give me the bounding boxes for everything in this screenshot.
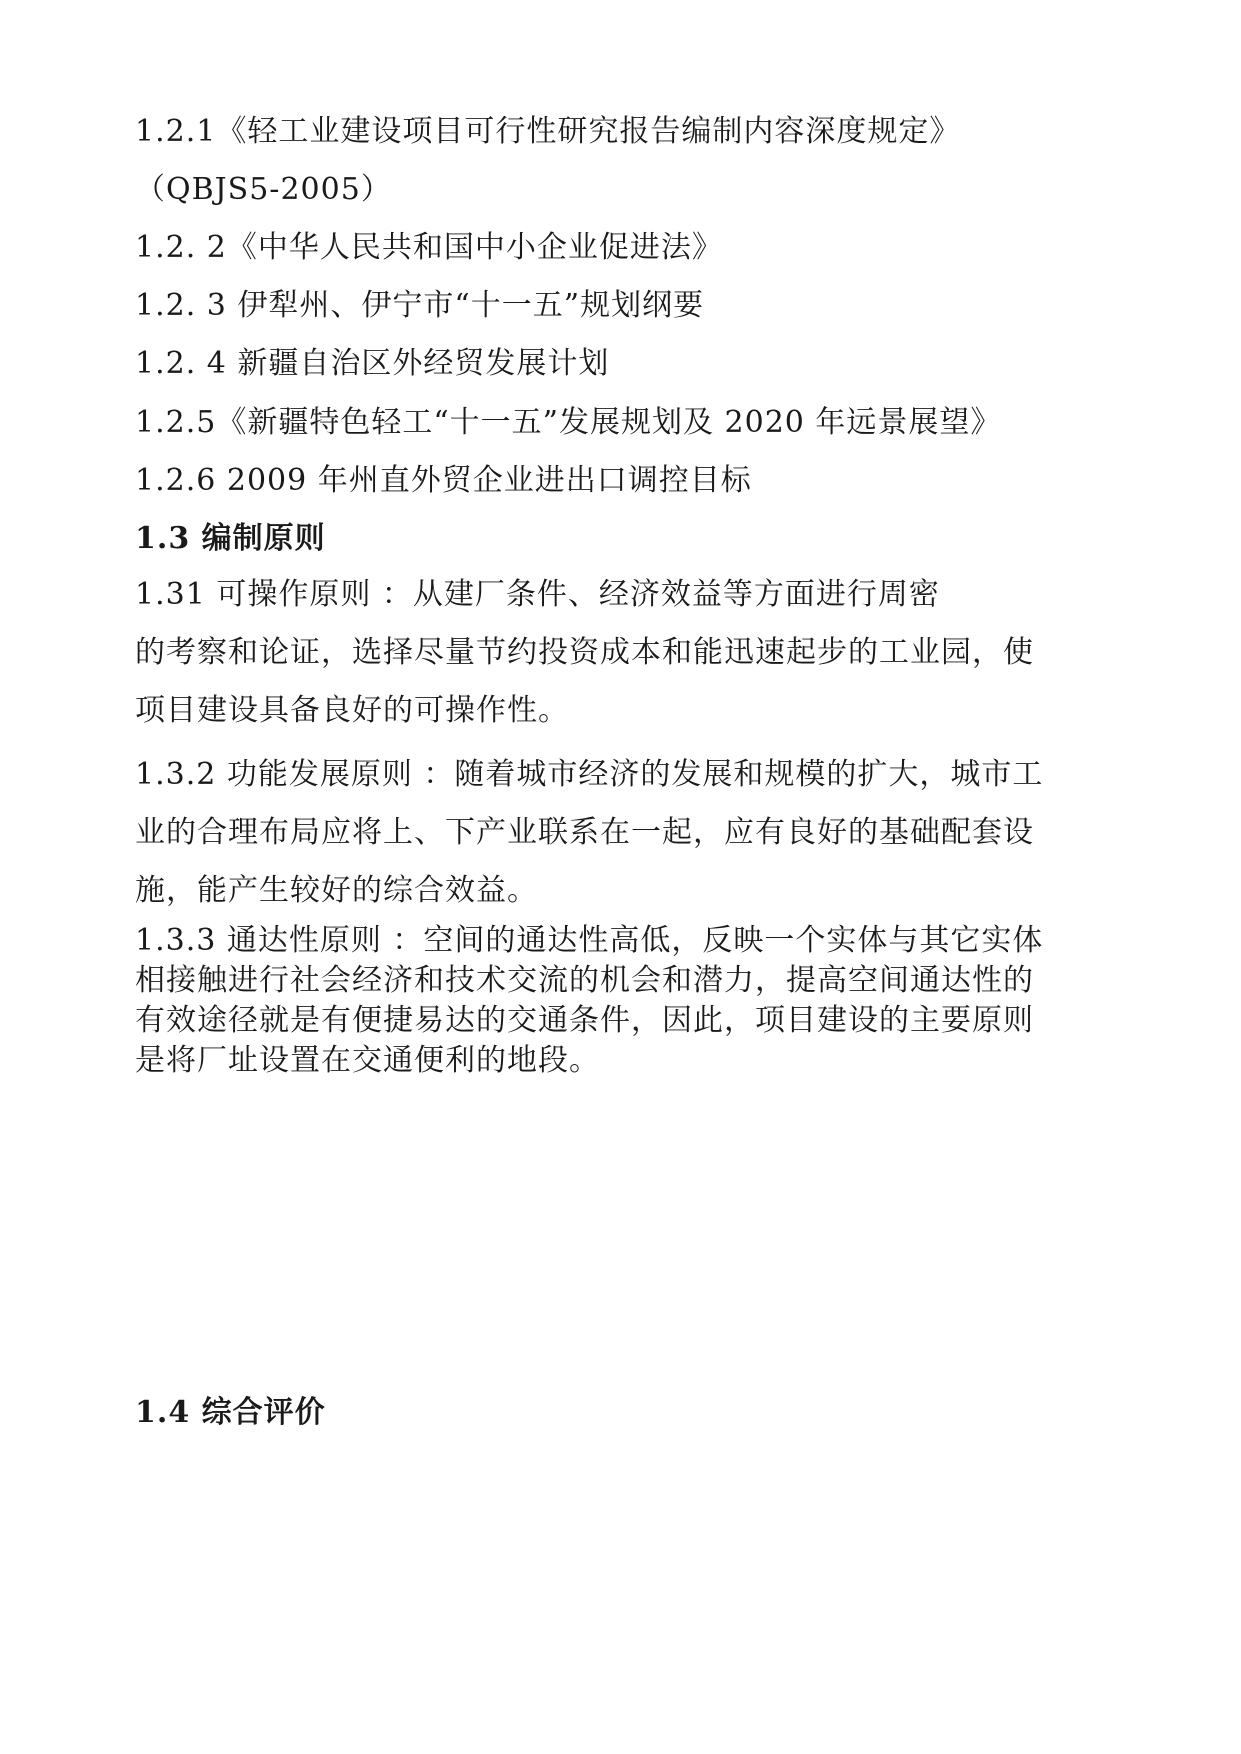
paragraph-line: 1.31 可操作原则 ：从建厂条件、经济效益等方面进行周密 (135, 577, 940, 612)
paragraph-line: 是将厂址设置在交通便利的地段。 (135, 1043, 600, 1078)
paragraph-line: 项目建设具备良好的可操作性。 (135, 693, 569, 728)
reference-item-1-2-2: 1.2. 2《中华人民共和国中小企业促进法》 (135, 230, 723, 265)
reference-item-1-2-4: 1.2. 4 新疆自治区外经贸发展计划 (135, 346, 610, 381)
reference-item-1-2-1-code: （QBJS5-2005） (135, 172, 392, 207)
section-heading-1-4: 1.4 综合评价 (135, 1395, 326, 1430)
reference-item-1-2-6: 1.2.6 2009 年州直外贸企业进出口调控目标 (135, 463, 752, 498)
paragraph-line: 1.3.3 通达性原则 ：空间的通达性高低，反映一个实体与其它实体 (135, 923, 1044, 958)
paragraph-line: 相接触进行社会经济和技术交流的机会和潜力，提高空间通达性的 (135, 963, 1034, 998)
reference-item-1-2-3: 1.2. 3 伊犁州、伊宁市“十一五”规划纲要 (135, 288, 705, 323)
paragraph-line: 的考察和论证，选择尽量节约投资成本和能迅速起步的工业园，使 (135, 635, 1034, 670)
paragraph-line: 有效途径就是有便捷易达的交通条件，因此，项目建设的主要原则 (135, 1003, 1034, 1038)
paragraph-line: 施，能产生较好的综合效益。 (135, 873, 538, 908)
section-heading-1-3: 1.3 编制原则 (135, 521, 326, 556)
paragraph-1-3-3 (135, 921, 1095, 1081)
paragraph-1-3-1 (135, 575, 1095, 731)
reference-item-1-2-5: 1.2.5《新疆特色轻工“十一五”发展规划及 2020 年远景展望》 (135, 405, 1002, 440)
paragraph-1-3-2 (135, 755, 1095, 911)
reference-item-1-2-1: 1.2.1《轻工业建设项目可行性研究报告编制内容深度规定》 (135, 114, 961, 149)
paragraph-line: 业的合理布局应将上、下产业联系在一起，应有良好的基础配套设 (135, 815, 1034, 850)
paragraph-line: 1.3.2 功能发展原则 ：随着城市经济的发展和规模的扩大，城市工 (135, 757, 1044, 792)
